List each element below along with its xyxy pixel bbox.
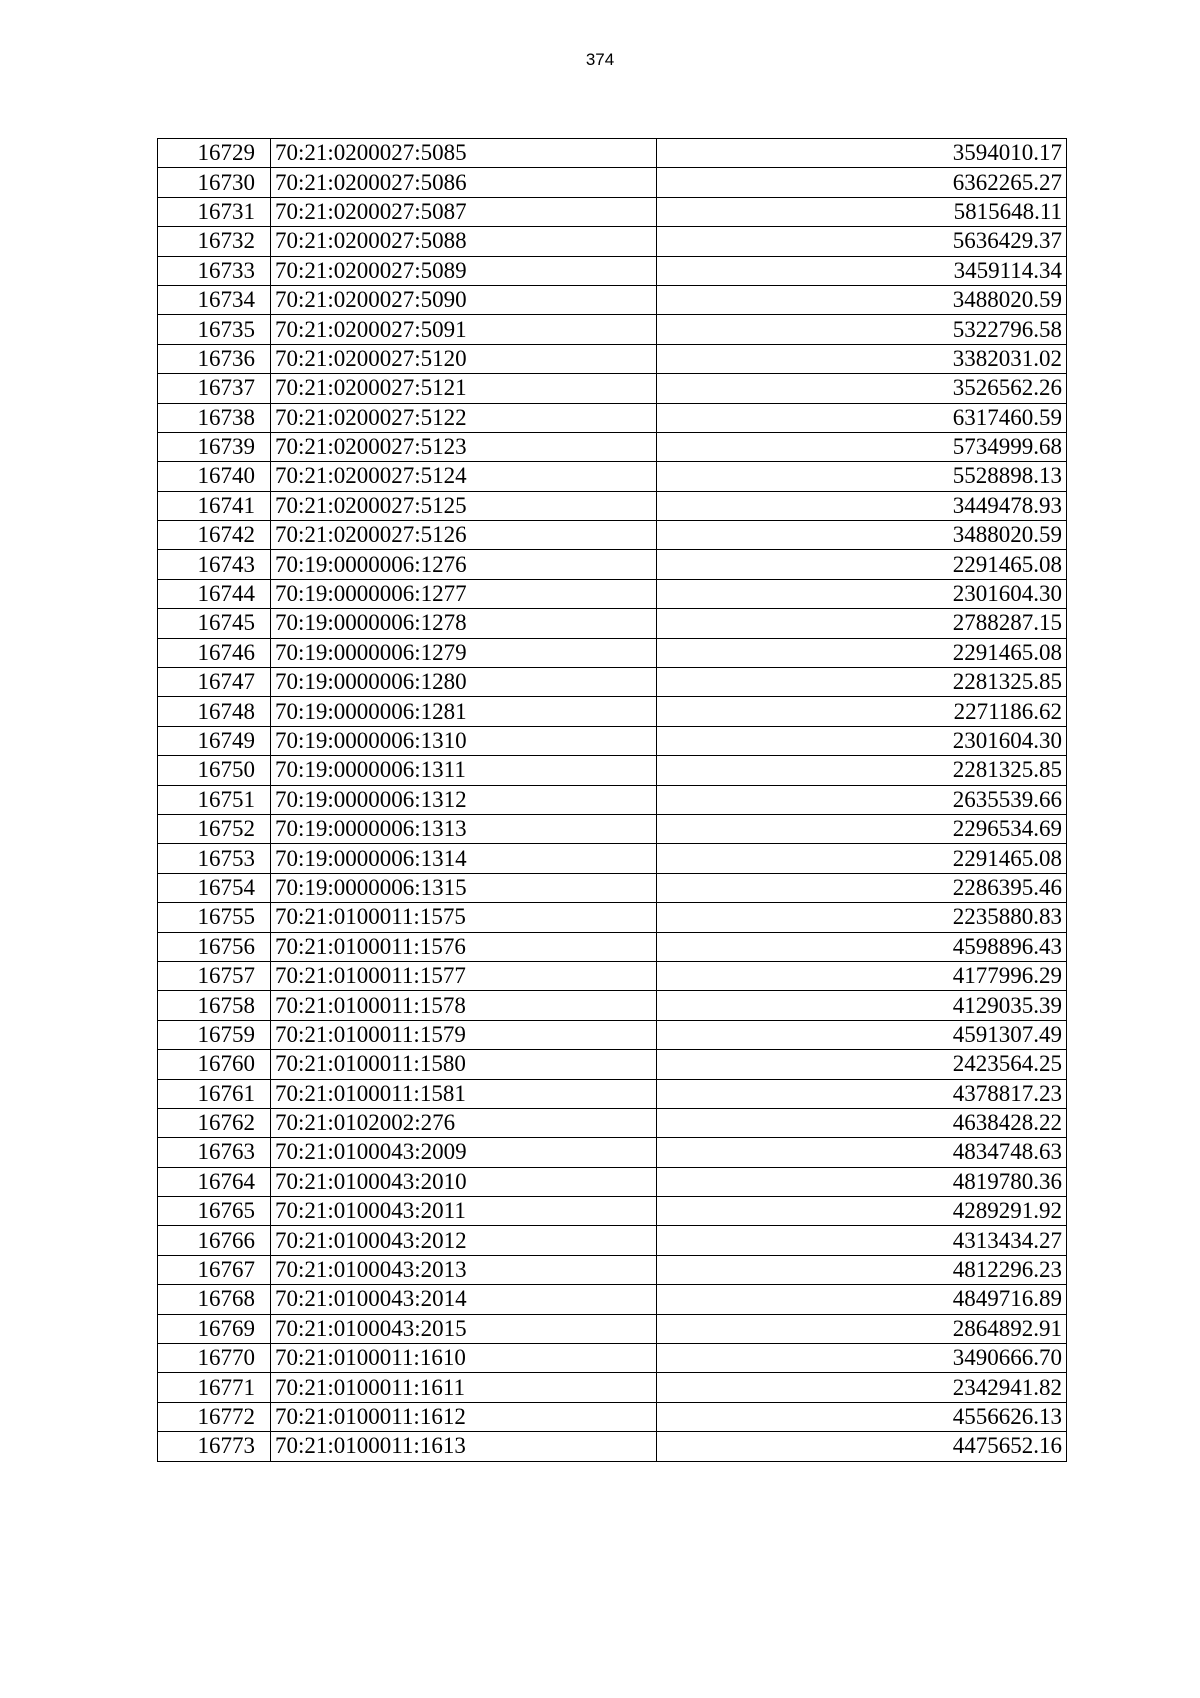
table-row bbox=[158, 344, 1067, 373]
cadastral-value-cell: 4556626.13 bbox=[657, 1402, 1067, 1431]
row-number-cell: 16758 bbox=[158, 991, 271, 1020]
cadastral-number-cell: 70:19:0000006:1313 bbox=[271, 814, 657, 843]
cadastral-value-cell: 4313434.27 bbox=[657, 1226, 1067, 1255]
cadastral-value-cell: 3488020.59 bbox=[657, 285, 1067, 314]
cadastral-number-cell: 70:21:0200027:5122 bbox=[271, 403, 657, 432]
cadastral-value-cell: 4378817.23 bbox=[657, 1079, 1067, 1108]
row-number-cell: 16740 bbox=[158, 462, 271, 491]
cadastral-value-cell: 6317460.59 bbox=[657, 403, 1067, 432]
row-number-cell: 16741 bbox=[158, 491, 271, 520]
cadastral-number-cell: 70:21:0100011:1576 bbox=[271, 932, 657, 961]
row-number-cell: 16750 bbox=[158, 756, 271, 785]
cadastral-value-cell: 2864892.91 bbox=[657, 1314, 1067, 1343]
row-number-cell: 16769 bbox=[158, 1314, 271, 1343]
cadastral-number-cell: 70:19:0000006:1277 bbox=[271, 579, 657, 608]
row-number-cell: 16729 bbox=[158, 139, 271, 168]
cadastral-value-cell: 3382031.02 bbox=[657, 344, 1067, 373]
table-row bbox=[158, 668, 1067, 697]
cadastral-number-cell: 70:21:0100011:1577 bbox=[271, 961, 657, 990]
row-number-cell: 16760 bbox=[158, 1050, 271, 1079]
cadastral-value-cell: 4598896.43 bbox=[657, 932, 1067, 961]
cadastral-value-cell: 2291465.08 bbox=[657, 844, 1067, 873]
row-number-cell: 16748 bbox=[158, 697, 271, 726]
cadastral-number-cell: 70:21:0100043:2014 bbox=[271, 1285, 657, 1314]
row-number-cell: 16761 bbox=[158, 1079, 271, 1108]
row-number-cell: 16738 bbox=[158, 403, 271, 432]
row-number-cell: 16766 bbox=[158, 1226, 271, 1255]
row-number-cell: 16739 bbox=[158, 432, 271, 461]
row-number-cell: 16746 bbox=[158, 638, 271, 667]
cadastral-value-cell: 4812296.23 bbox=[657, 1255, 1067, 1284]
row-number-cell: 16730 bbox=[158, 168, 271, 197]
cadastral-number-cell: 70:21:0200027:5090 bbox=[271, 285, 657, 314]
table-row bbox=[158, 1314, 1067, 1343]
cadastral-number-cell: 70:21:0200027:5085 bbox=[271, 139, 657, 168]
table-row bbox=[158, 285, 1067, 314]
row-number-cell: 16764 bbox=[158, 1167, 271, 1196]
row-number-cell: 16759 bbox=[158, 1020, 271, 1049]
row-number-cell: 16737 bbox=[158, 374, 271, 403]
table-row bbox=[158, 1373, 1067, 1402]
row-number-cell: 16736 bbox=[158, 344, 271, 373]
table-row bbox=[158, 1226, 1067, 1255]
table-row bbox=[158, 726, 1067, 755]
row-number-cell: 16772 bbox=[158, 1402, 271, 1431]
cadastral-value-cell: 2291465.08 bbox=[657, 638, 1067, 667]
row-number-cell: 16770 bbox=[158, 1344, 271, 1373]
table-row bbox=[158, 1285, 1067, 1314]
cadastral-number-cell: 70:21:0102002:276 bbox=[271, 1108, 657, 1137]
table-row bbox=[158, 1197, 1067, 1226]
table-row bbox=[158, 756, 1067, 785]
table-row bbox=[158, 1167, 1067, 1196]
row-number-cell: 16765 bbox=[158, 1197, 271, 1226]
cadastral-value-cell: 2788287.15 bbox=[657, 609, 1067, 638]
table-row bbox=[158, 1079, 1067, 1108]
row-number-cell: 16767 bbox=[158, 1255, 271, 1284]
cadastral-number-cell: 70:21:0100043:2012 bbox=[271, 1226, 657, 1255]
cadastral-value-cell: 3594010.17 bbox=[657, 139, 1067, 168]
cadastral-number-cell: 70:21:0200027:5086 bbox=[271, 168, 657, 197]
cadastral-number-cell: 70:19:0000006:1276 bbox=[271, 550, 657, 579]
cadastral-number-cell: 70:21:0100043:2015 bbox=[271, 1314, 657, 1343]
table-row bbox=[158, 315, 1067, 344]
table-row bbox=[158, 609, 1067, 638]
cadastral-number-cell: 70:19:0000006:1281 bbox=[271, 697, 657, 726]
table-row bbox=[158, 139, 1067, 168]
table-row bbox=[158, 1255, 1067, 1284]
table-row bbox=[158, 785, 1067, 814]
table-row bbox=[158, 991, 1067, 1020]
cadastral-number-cell: 70:21:0200027:5087 bbox=[271, 197, 657, 226]
row-number-cell: 16763 bbox=[158, 1138, 271, 1167]
page-number: 374 bbox=[585, 50, 615, 69]
row-number-cell: 16744 bbox=[158, 579, 271, 608]
cadastral-value-cell: 4819780.36 bbox=[657, 1167, 1067, 1196]
cadastral-value-cell: 4129035.39 bbox=[657, 991, 1067, 1020]
row-number-cell: 16755 bbox=[158, 903, 271, 932]
cadastral-number-cell: 70:19:0000006:1280 bbox=[271, 668, 657, 697]
row-number-cell: 16773 bbox=[158, 1432, 271, 1461]
cadastral-value-cell: 5322796.58 bbox=[657, 315, 1067, 344]
table-row bbox=[158, 491, 1067, 520]
table-row bbox=[158, 462, 1067, 491]
cadastral-value-cell: 2301604.30 bbox=[657, 579, 1067, 608]
cadastral-number-cell: 70:21:0200027:5123 bbox=[271, 432, 657, 461]
row-number-cell: 16749 bbox=[158, 726, 271, 755]
table-row bbox=[158, 932, 1067, 961]
row-number-cell: 16752 bbox=[158, 814, 271, 843]
cadastral-number-cell: 70:19:0000006:1311 bbox=[271, 756, 657, 785]
cadastral-value-cell: 2296534.69 bbox=[657, 814, 1067, 843]
cadastral-value-cell: 2235880.83 bbox=[657, 903, 1067, 932]
cadastral-number-cell: 70:21:0100011:1581 bbox=[271, 1079, 657, 1108]
cadastral-number-cell: 70:21:0200027:5124 bbox=[271, 462, 657, 491]
cadastral-value-cell: 5815648.11 bbox=[657, 197, 1067, 226]
row-number-cell: 16743 bbox=[158, 550, 271, 579]
row-number-cell: 16742 bbox=[158, 521, 271, 550]
table-row bbox=[158, 814, 1067, 843]
cadastral-value-cell: 4177996.29 bbox=[657, 961, 1067, 990]
cadastral-value-cell: 5734999.68 bbox=[657, 432, 1067, 461]
cadastral-value-cell: 3459114.34 bbox=[657, 256, 1067, 285]
row-number-cell: 16733 bbox=[158, 256, 271, 285]
row-number-cell: 16754 bbox=[158, 873, 271, 902]
table-body bbox=[158, 139, 1067, 1462]
cadastral-value-cell: 4834748.63 bbox=[657, 1138, 1067, 1167]
cadastral-value-cell: 2301604.30 bbox=[657, 726, 1067, 755]
table-row bbox=[158, 844, 1067, 873]
row-number-cell: 16762 bbox=[158, 1108, 271, 1137]
cadastral-value-cell: 3449478.93 bbox=[657, 491, 1067, 520]
cadastral-value-cell: 5636429.37 bbox=[657, 227, 1067, 256]
cadastral-number-cell: 70:21:0100011:1579 bbox=[271, 1020, 657, 1049]
cadastral-number-cell: 70:21:0200027:5089 bbox=[271, 256, 657, 285]
table-row bbox=[158, 374, 1067, 403]
table-row bbox=[158, 961, 1067, 990]
cadastral-number-cell: 70:21:0100011:1612 bbox=[271, 1402, 657, 1431]
table-row bbox=[158, 873, 1067, 902]
cadastral-value-cell: 2281325.85 bbox=[657, 756, 1067, 785]
table-row bbox=[158, 697, 1067, 726]
cadastral-number-cell: 70:21:0100011:1613 bbox=[271, 1432, 657, 1461]
table-row bbox=[158, 521, 1067, 550]
cadastral-value-cell: 2291465.08 bbox=[657, 550, 1067, 579]
table-row bbox=[158, 1402, 1067, 1431]
cadastral-value-cell: 4591307.49 bbox=[657, 1020, 1067, 1049]
table-row bbox=[158, 1108, 1067, 1137]
table-row bbox=[158, 1050, 1067, 1079]
row-number-cell: 16735 bbox=[158, 315, 271, 344]
cadastral-value-cell: 4638428.22 bbox=[657, 1108, 1067, 1137]
cadastral-number-cell: 70:21:0100011:1575 bbox=[271, 903, 657, 932]
cadastral-number-cell: 70:19:0000006:1279 bbox=[271, 638, 657, 667]
cadastral-value-cell: 3526562.26 bbox=[657, 374, 1067, 403]
table-row bbox=[158, 432, 1067, 461]
cadastral-value-cell: 2423564.25 bbox=[657, 1050, 1067, 1079]
row-number-cell: 16747 bbox=[158, 668, 271, 697]
cadastral-number-cell: 70:19:0000006:1278 bbox=[271, 609, 657, 638]
cadastral-number-cell: 70:21:0200027:5126 bbox=[271, 521, 657, 550]
table-row bbox=[158, 227, 1067, 256]
cadastral-value-cell: 5528898.13 bbox=[657, 462, 1067, 491]
cadastral-number-cell: 70:21:0200027:5121 bbox=[271, 374, 657, 403]
table-row bbox=[158, 1432, 1067, 1461]
cadastral-value-cell: 6362265.27 bbox=[657, 168, 1067, 197]
row-number-cell: 16751 bbox=[158, 785, 271, 814]
cadastral-number-cell: 70:21:0100043:2011 bbox=[271, 1197, 657, 1226]
cadastral-value-cell: 2342941.82 bbox=[657, 1373, 1067, 1402]
cadastral-number-cell: 70:21:0100011:1578 bbox=[271, 991, 657, 1020]
table-row bbox=[158, 1020, 1067, 1049]
cadastral-number-cell: 70:21:0200027:5125 bbox=[271, 491, 657, 520]
cadastral-number-cell: 70:19:0000006:1312 bbox=[271, 785, 657, 814]
cadastral-value-cell: 4475652.16 bbox=[657, 1432, 1067, 1461]
row-number-cell: 16753 bbox=[158, 844, 271, 873]
row-number-cell: 16756 bbox=[158, 932, 271, 961]
cadastral-value-cell: 2281325.85 bbox=[657, 668, 1067, 697]
table-row bbox=[158, 168, 1067, 197]
row-number-cell: 16734 bbox=[158, 285, 271, 314]
table-row bbox=[158, 197, 1067, 226]
cadastral-number-cell: 70:21:0100011:1580 bbox=[271, 1050, 657, 1079]
cadastral-value-table bbox=[157, 138, 1067, 1462]
table-row bbox=[158, 1138, 1067, 1167]
cadastral-value-cell: 2635539.66 bbox=[657, 785, 1067, 814]
cadastral-value-cell: 2271186.62 bbox=[657, 697, 1067, 726]
row-number-cell: 16745 bbox=[158, 609, 271, 638]
cadastral-value-cell: 3490666.70 bbox=[657, 1344, 1067, 1373]
table-row bbox=[158, 256, 1067, 285]
cadastral-number-cell: 70:19:0000006:1315 bbox=[271, 873, 657, 902]
cadastral-number-cell: 70:21:0200027:5088 bbox=[271, 227, 657, 256]
cadastral-number-cell: 70:21:0100011:1611 bbox=[271, 1373, 657, 1402]
row-number-cell: 16731 bbox=[158, 197, 271, 226]
table-row bbox=[158, 1344, 1067, 1373]
cadastral-number-cell: 70:21:0200027:5091 bbox=[271, 315, 657, 344]
cadastral-value-cell: 2286395.46 bbox=[657, 873, 1067, 902]
cadastral-number-cell: 70:21:0200027:5120 bbox=[271, 344, 657, 373]
row-number-cell: 16768 bbox=[158, 1285, 271, 1314]
cadastral-number-cell: 70:21:0100043:2013 bbox=[271, 1255, 657, 1284]
cadastral-number-cell: 70:19:0000006:1314 bbox=[271, 844, 657, 873]
cadastral-number-cell: 70:21:0100011:1610 bbox=[271, 1344, 657, 1373]
cadastral-number-cell: 70:19:0000006:1310 bbox=[271, 726, 657, 755]
row-number-cell: 16732 bbox=[158, 227, 271, 256]
row-number-cell: 16757 bbox=[158, 961, 271, 990]
table-row bbox=[158, 903, 1067, 932]
cadastral-value-cell: 3488020.59 bbox=[657, 521, 1067, 550]
row-number-cell: 16771 bbox=[158, 1373, 271, 1402]
table-row bbox=[158, 638, 1067, 667]
cadastral-number-cell: 70:21:0100043:2009 bbox=[271, 1138, 657, 1167]
cadastral-value-cell: 4289291.92 bbox=[657, 1197, 1067, 1226]
cadastral-number-cell: 70:21:0100043:2010 bbox=[271, 1167, 657, 1196]
table-row bbox=[158, 579, 1067, 608]
table-row bbox=[158, 403, 1067, 432]
table-row bbox=[158, 550, 1067, 579]
cadastral-value-cell: 4849716.89 bbox=[657, 1285, 1067, 1314]
